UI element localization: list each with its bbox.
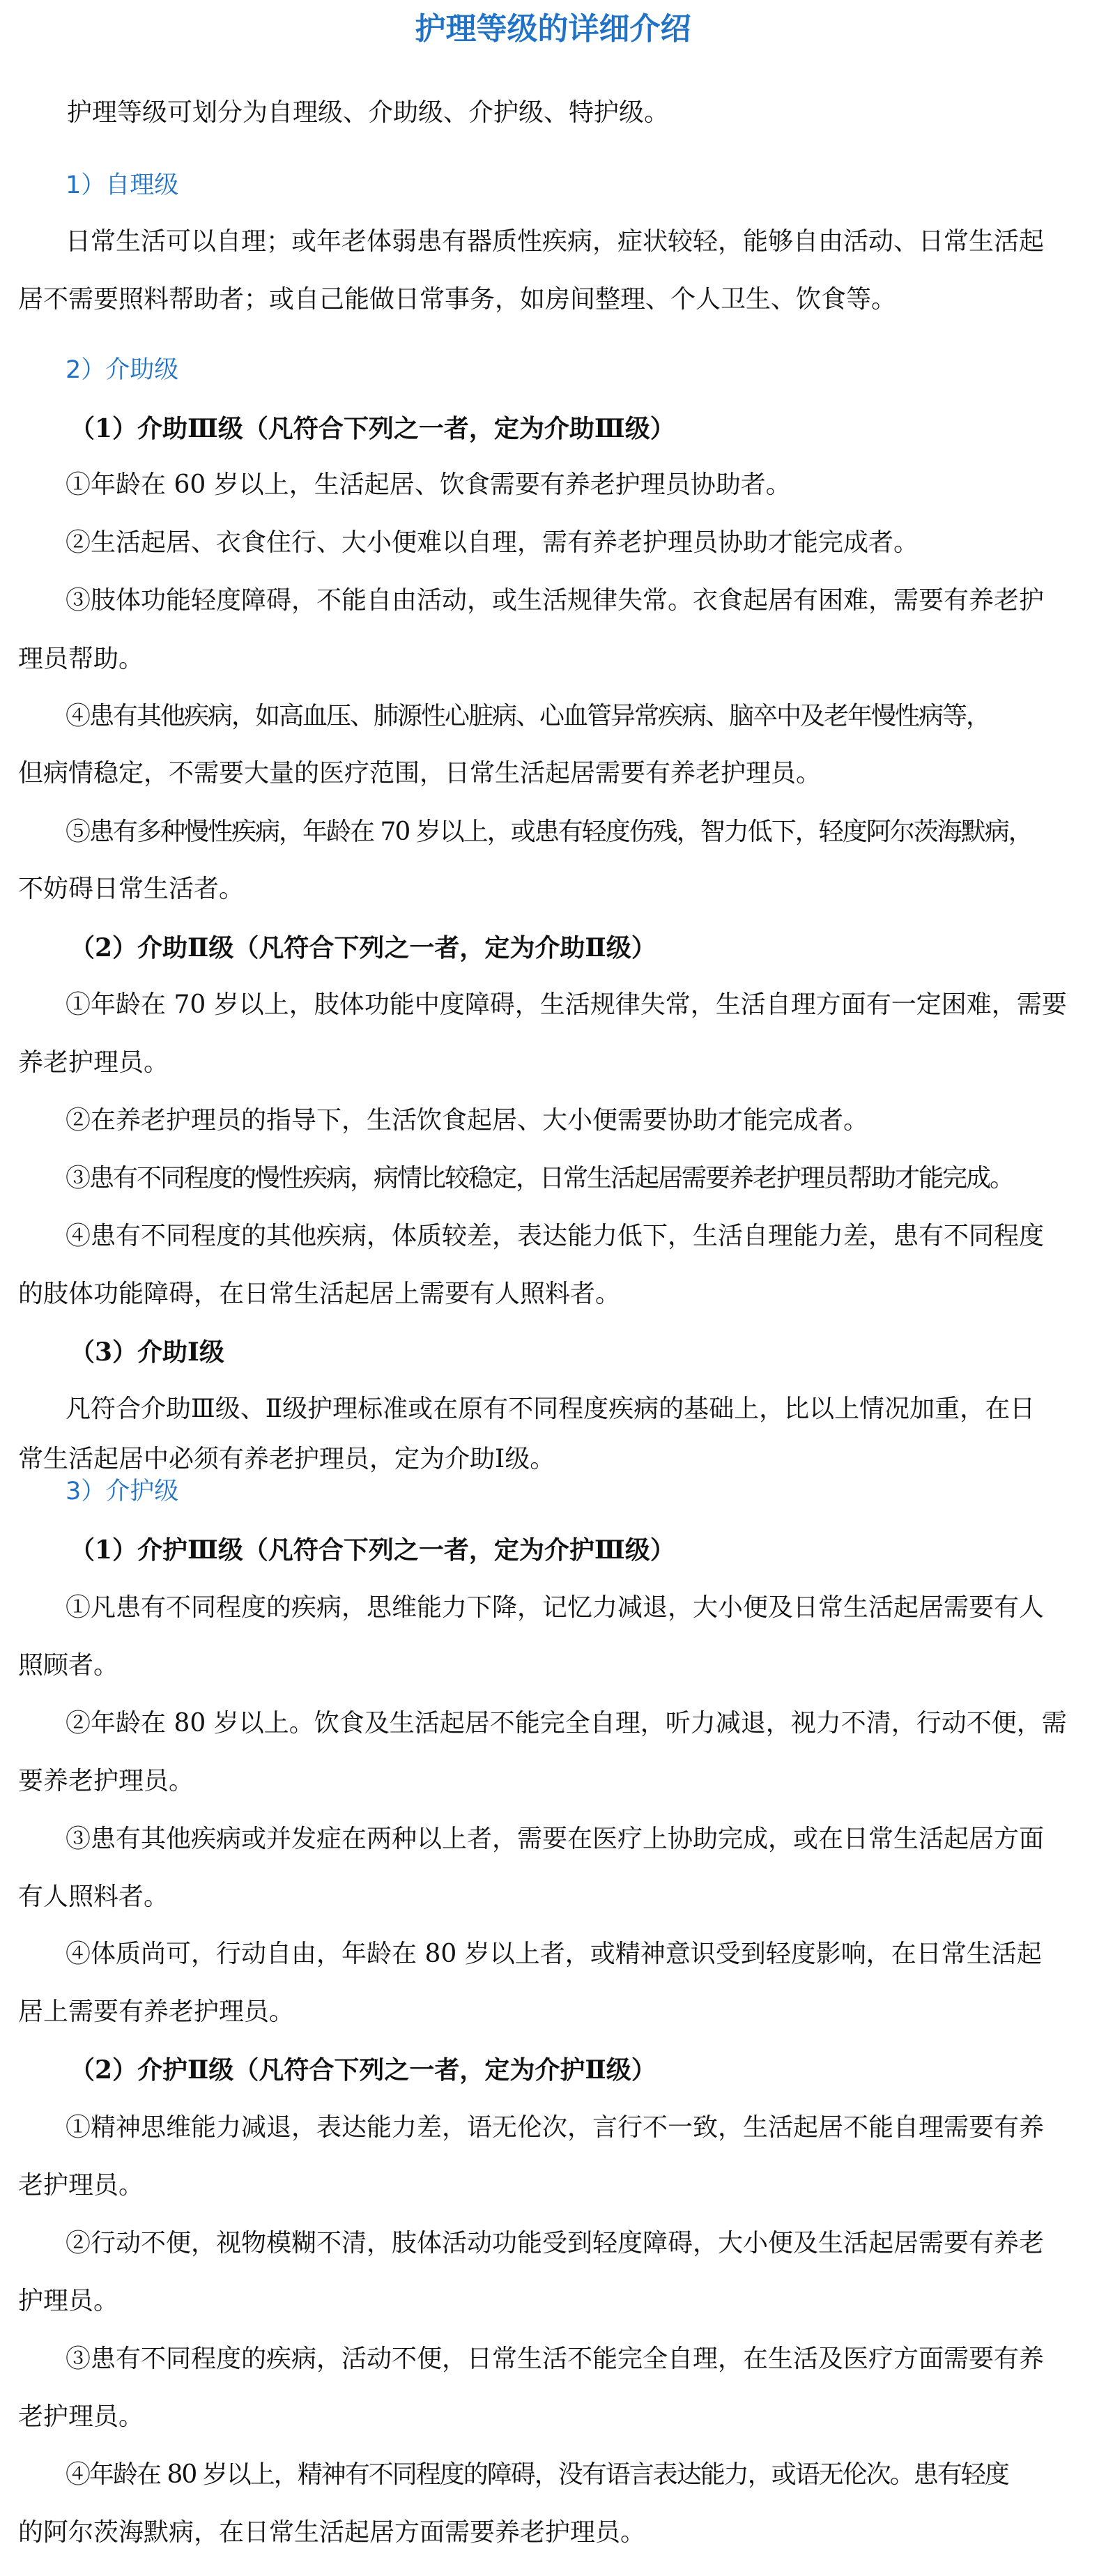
list-item-line: ②行动不便，视物模糊不清，肢体活动功能受到轻度障碍，大小便及生活起居需要有养老 xyxy=(66,2229,1045,2257)
list-item-line: ②年龄在 80 岁以上。饮食及生活起居不能完全自理，听力减退，视力不清，行动不便，需 xyxy=(66,1709,1067,1738)
list-item-line: ④年龄在 80 岁以上，精神有不同程度的障碍，没有语言表达能力，或语无伦次。患有轻度 xyxy=(66,2460,1008,2489)
list-item-line: ①年龄在 60 岁以上，生活起居、饮食需要有养老护理员协助者。 xyxy=(66,470,791,499)
list-item-line: 的阿尔茨海默病，在日常生活起居方面需要养老护理员。 xyxy=(18,2518,646,2547)
paragraph-line: 常生活起居中必须有养老护理员，定为介助Ⅰ级。 xyxy=(18,1445,555,1473)
list-item-line: 但病情稳定，不需要大量的医疗范围，日常生活起居需要有养老护理员。 xyxy=(18,759,822,788)
list-item-line: 要养老护理员。 xyxy=(18,1767,194,1795)
list-item-line: 护理员。 xyxy=(18,2287,119,2315)
list-item-line: ①凡患有不同程度的疾病，思维能力下降，记忆力减退，大小便及日常生活起居需要有人 xyxy=(66,1593,1045,1622)
list-item-line: ④体质尚可，行动自由，年龄在 80 岁以上者，或精神意识受到轻度影响，在日常生活起 xyxy=(66,1940,1042,1968)
section-heading-nursing: 3）介护级 xyxy=(66,1478,179,1505)
list-item-line: 不妨碍日常生活者。 xyxy=(18,875,245,903)
section-heading-self-care: 1）自理级 xyxy=(66,171,179,199)
list-item-line: ①年龄在 70 岁以上，肢体功能中度障碍，生活规律失常，生活自理方面有一定困难，需要 xyxy=(66,990,1067,1019)
list-item-line: ①精神思维能力减退，表达能力差，语无伦次，言行不一致，生活起居不能自理需要有养 xyxy=(66,2113,1045,2142)
list-item-line: ⑤患有多种慢性疾病，年龄在 70 岁以上，或患有轻度伤残，智力低下，轻度阿尔茨海默病， xyxy=(66,818,1032,846)
paragraph-line: 日常生活可以自理；或年老体弱患有器质性疾病，症状较轻，能够自由活动、日常生活起 xyxy=(66,227,1045,256)
list-item-line: 老护理员。 xyxy=(18,2402,144,2431)
list-item-line: 老护理员。 xyxy=(18,2171,144,2200)
subsection-title: （2）介护Ⅱ级（凡符合下列之一者，定为介护Ⅱ级） xyxy=(70,2055,656,2085)
subsection-title: （2）介助Ⅱ级（凡符合下列之一者，定为介助Ⅱ级） xyxy=(70,933,656,963)
section-heading-assisted: 2）介助级 xyxy=(66,356,179,384)
list-item-line: 居上需要有养老护理员。 xyxy=(18,1998,295,2026)
subsection-title: （1）介护Ⅲ级（凡符合下列之一者，定为介护Ⅲ级） xyxy=(70,1535,675,1565)
list-item-line: ②在养老护理员的指导下，生活饮食起居、大小便需要协助才能完成者。 xyxy=(66,1106,869,1135)
paragraph-line: 居不需要照料帮助者；或自己能做日常事务，如房间整理、个人卫生、饮食等。 xyxy=(18,285,897,314)
list-item-line: ③患有不同程度的慢性疾病，病情比较稳定，日常生活起居需要养老护理员帮助才能完成。 xyxy=(66,1164,1014,1193)
list-item-line: ④患有不同程度的其他疾病，体质较差，表达能力低下，生活自理能力差，患有不同程度 xyxy=(66,1222,1045,1250)
list-item-line: ④患有其他疾病，如高血压、肺源性心脏病、心血管异常疾病、脑卒中及老年慢性病等， xyxy=(66,702,990,730)
list-item-line: ②生活起居、衣食住行、大小便难以自理，需有养老护理员协助才能完成者。 xyxy=(66,528,919,557)
list-item-line: ③患有其他疾病或并发症在两种以上者，需要在医疗上协助完成，或在日常生活起居方面 xyxy=(66,1825,1045,1853)
list-item-line: ③患有不同程度的疾病，活动不便，日常生活不能完全自理，在生活及医疗方面需要有养 xyxy=(66,2345,1045,2373)
list-item-line: 理员帮助。 xyxy=(18,645,144,673)
page-title: 护理等级的详细介绍 xyxy=(415,11,691,47)
list-item-line: 照顾者。 xyxy=(18,1651,119,1680)
subsection-title: （3）介助Ⅰ级 xyxy=(70,1337,224,1367)
list-item-line: 养老护理员。 xyxy=(18,1048,169,1077)
paragraph-line: 凡符合介助Ⅲ级、Ⅱ级护理标准或在原有不同程度疾病的基础上，比以上情况加重，在日 xyxy=(66,1395,1036,1423)
list-item-line: ③肢体功能轻度障碍，不能自由活动，或生活规律失常。衣食起居有困难，需要有养老护 xyxy=(66,586,1045,615)
list-item-line: 的肢体功能障碍，在日常生活起居上需要有人照料者。 xyxy=(18,1280,621,1308)
subsection-title: （1）介助Ⅲ级（凡符合下列之一者，定为介助Ⅲ级） xyxy=(70,414,675,443)
list-item-line: 有人照料者。 xyxy=(18,1883,169,1911)
intro-paragraph: 护理等级可划分为自理级、介助级、介护级、特护级。 xyxy=(67,98,670,127)
